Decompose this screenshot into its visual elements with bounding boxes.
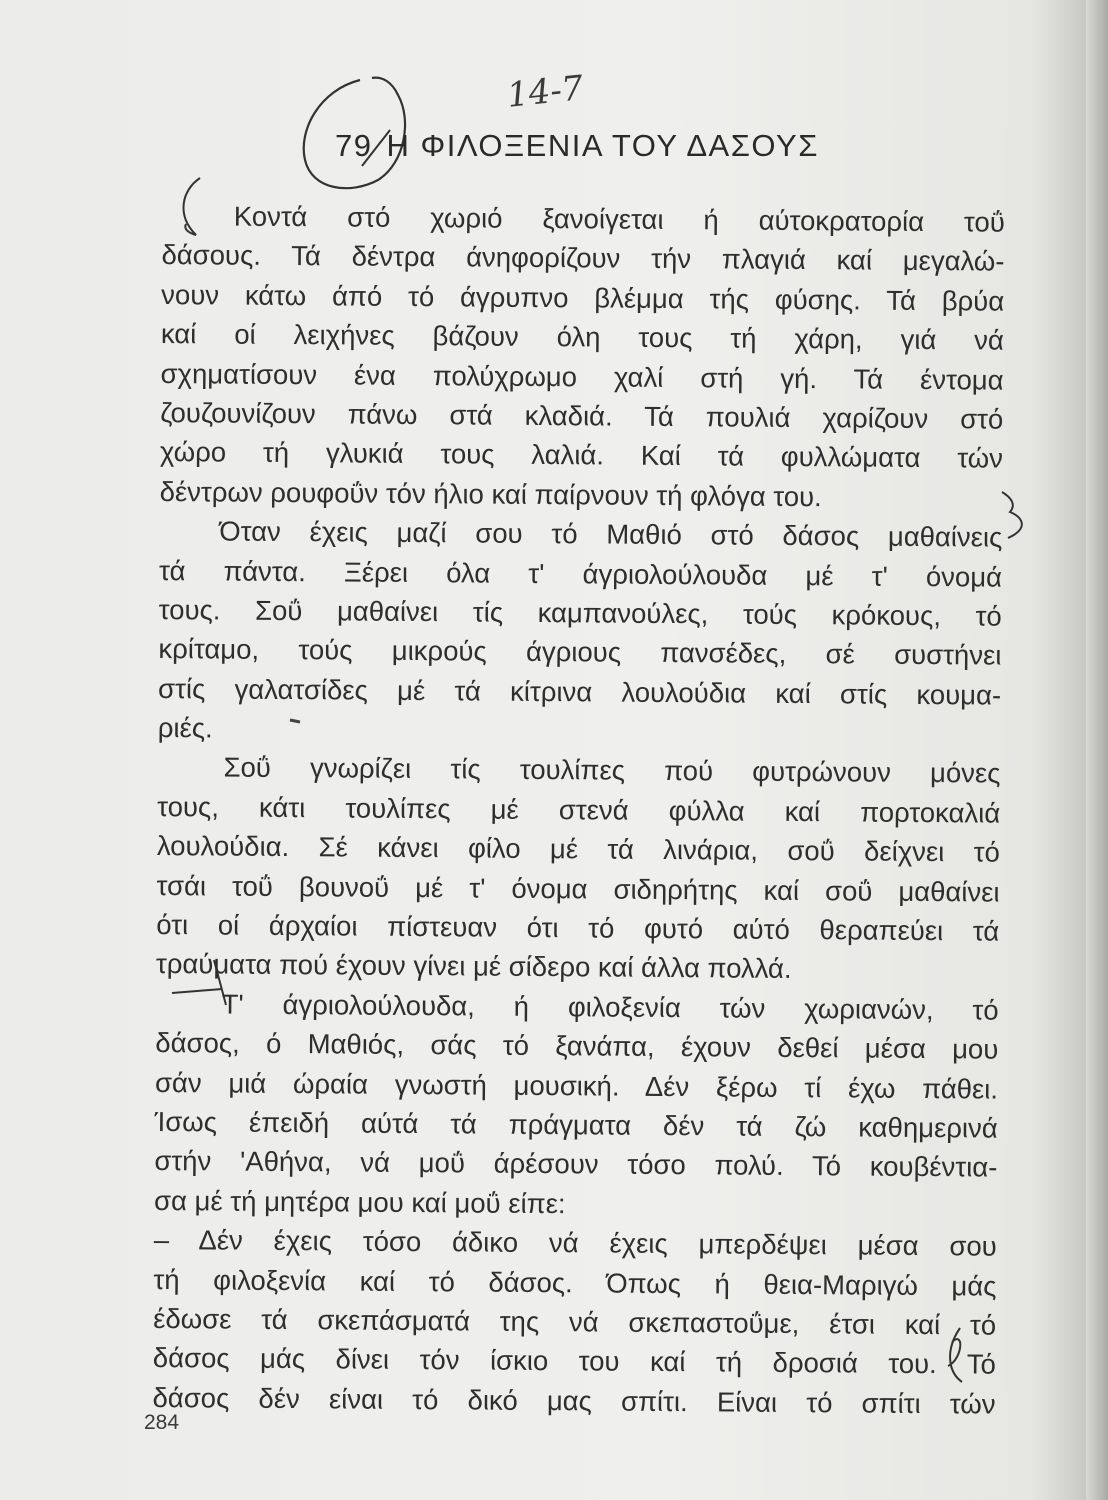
text-line: λουλούδια. Σέ κάνει φίλο μέ τά λινάρια, σοΰ δείχνει τό <box>156 830 1000 868</box>
text-line: στίς γαλατσίδες μέ τά κίτρινα λουλούδια καί στίς κουμα- <box>158 672 1002 711</box>
page-binding-edge <box>1086 0 1108 1500</box>
text-line: καί οί λειχήνες βάζουν όλη τους τή χάρη, γιά νά <box>160 318 1005 356</box>
article-body <box>152 196 1005 1424</box>
text-line: ότι οί άρχαίοι πίστευαν ότι τό φυτό αύτό θεραπεύει τά <box>156 909 1000 947</box>
text-line: Κοντά στό χωριό ξανοίγεται ή αύτοκρατορία τοΰ <box>233 200 1005 238</box>
article-number: 79 <box>335 128 373 163</box>
text-line: τά πάντα. Ξέρει όλα τ' άγριολούλουδα μέ τ' όνομά <box>158 554 1003 593</box>
text-line: χώρο τή γλυκιά τους λαλιά. Καί τά φυλλώματα τών <box>159 436 1004 474</box>
text-line: δάσος δέν είναι τό δικό μας σπίτι. Είναι τό σπίτι τών <box>152 1381 996 1420</box>
text-line: νουν κάτω άπό τό άγρυπνο βλέμμα τής φύσης. Τά βρύα <box>161 278 1005 317</box>
page-number: 284 <box>144 1411 180 1434</box>
text-line: σάν μιά ώραία γνωστή μουσική. Δέν ξέρω τί έχω πάθει. <box>154 1066 999 1105</box>
text-line: Τ' άγριολούλουδα, ή φιλοξενία τών χωριανών, τό <box>221 988 999 1026</box>
text-line: ζουζουνίζουν πάνω στά κλαδιά. Τά πουλιά χαρίζουν στό <box>160 396 1004 435</box>
text-line: σχηματίσουν ένα πολύχρωμο χαλί στή γή. Τά έντομα <box>160 357 1004 396</box>
text-line: δέντρων ρουφοΰν τόν ήλιο καί παίρνουν τή φλόγα του. <box>159 475 822 512</box>
text-line: στήν 'Αθήνα, νά μοΰ άρέσουν τόσο πολύ. Τό κουβέντια- <box>154 1145 998 1183</box>
text-line: ριές. <box>157 712 213 744</box>
text-line: Ίσως έπειδή αύτά τά πράγματα δέν τά ζώ καθημερινά <box>154 1105 998 1144</box>
text-line: – Δέν έχεις τόσο άδικο νά έχεις μπερδέψει μέσα σου <box>153 1224 997 1262</box>
text-line: έδωσε τά σκεπάσματά της νά σκεπαστοΰμε, έτσι καί τό <box>153 1302 997 1341</box>
text-line: τους, κάτι τουλίπες μέ στενά φύλλα καί πορτοκαλιά <box>157 790 1001 829</box>
handwritten-page-note: 14-7 <box>505 68 586 116</box>
text-line: τραύματα πού έχουν γίνει μέ σίδερο καί άλλα πολλά. <box>155 948 792 985</box>
text-line: δάσος μάς δίνει τόν ίσκιο του καί τή δροσιά του. Τό <box>152 1342 996 1380</box>
text-line: τή φιλοξενία καί τό δάσος. Όπως ή θεια-Μαριγώ μάς <box>153 1263 997 1302</box>
text-line: κρίταμο, τούς μικρούς άγριους πανσέδες, σέ συστήνει <box>158 633 1002 671</box>
article-title: Η ΦΙΛΟΞΕΝΙΑ ΤΟΥ ΔΑΣΟΥΣ <box>386 128 819 163</box>
text-line: δάσους. Τά δέντρα άνηφορίζουν τήν πλαγιά καί μεγαλώ- <box>161 239 1005 278</box>
text-line: σα μέ τή μητέρα μου καί μοΰ είπε: <box>153 1184 566 1219</box>
article-heading <box>335 128 819 164</box>
text-line: τους. Σοΰ μαθαίνει τίς καμπανούλες, τούς κρόκους, τό <box>158 593 1002 632</box>
text-line: τσάι τοΰ βουνοΰ μέ τ' όνομα σιδηρήτης καί σοΰ μαθαίνει <box>156 869 1000 908</box>
text-line: δάσος, ό Μαθιός, σάς τό ξανάπα, έχουν δεθεί μέσα μου <box>155 1027 999 1065</box>
margin-bracket-right <box>1002 492 1022 538</box>
text-line: Σοΰ γνωρίζει τίς τουλίπες πού φυτρώνουν μόνες <box>223 751 1001 790</box>
text-line: Όταν έχεις μαζί σου τό Μαθιό στό δάσος μαθαίνεις <box>219 515 1003 553</box>
